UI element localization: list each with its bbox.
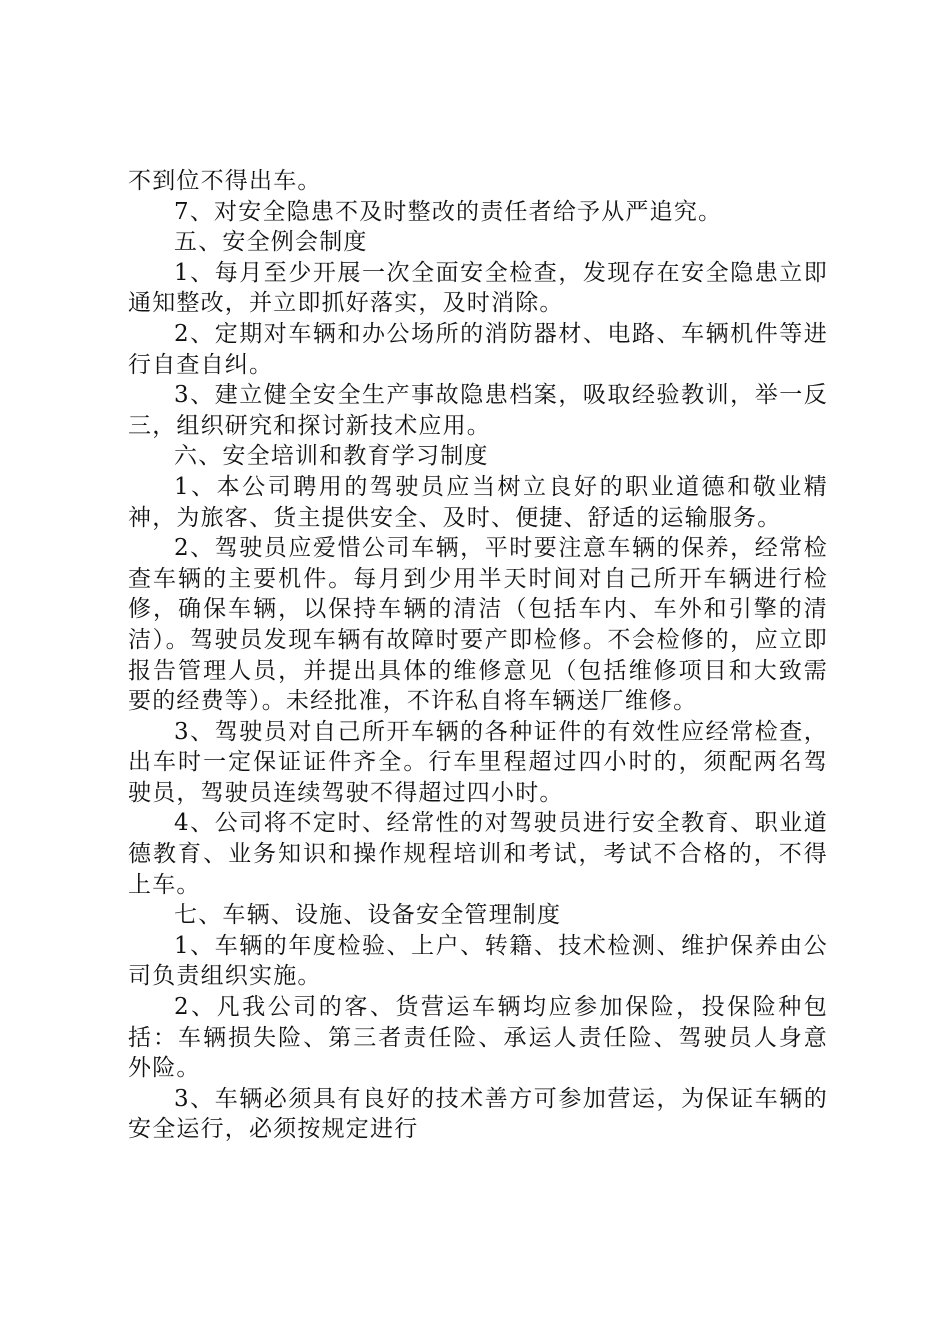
paragraph: 不到位不得出车。 bbox=[128, 168, 322, 194]
paragraph: 2、定期对车辆和办公场所的消防器材、电路、车辆机件等进行自查自纠。 bbox=[128, 320, 828, 378]
paragraph: 1、本公司聘用的驾驶员应当树立良好的职业道德和敬业精神，为旅客、货主提供安全、及时、便捷、舒适的运输服务。 bbox=[128, 473, 828, 531]
paragraph: 3、车辆必须具有良好的技术善方可参加营运，为保证车辆的安全运行，必须按规定进行 bbox=[128, 1085, 828, 1143]
paragraph: 3、驾驶员对自己所开车辆的各种证件的有效性应经常检查，出车时一定保证证件齐全。行车里程超过四小时的，须配两名驾驶员，驾驶员连续驾驶不得超过四小时。 bbox=[128, 718, 828, 806]
section-heading: 六、安全培训和教育学习制度 bbox=[174, 443, 489, 470]
paragraph: 7、对安全隐患不及时整改的责任者给予从严追究。 bbox=[174, 198, 723, 225]
paragraph: 1、车辆的年度检验、上户、转籍、技术检测、维护保养由公司负责组织实施。 bbox=[128, 932, 828, 990]
section-heading: 七、车辆、设施、设备安全管理制度 bbox=[174, 902, 562, 929]
paragraph: 4、公司将不定时、经常性的对驾驶员进行安全教育、职业道德教育、业务知识和操作规程培训和考试，考试不合格的，不得上车。 bbox=[128, 810, 828, 898]
paragraph: 2、凡我公司的客、货营运车辆均应参加保险，投保险种包括：车辆损失险、第三者责任险、承运人责任险、驾驶员人身意外险。 bbox=[128, 994, 828, 1082]
paragraph: 3、建立健全安全生产事故隐患档案，吸取经验教训，举一反三，组织研究和探讨新技术应用。 bbox=[128, 382, 828, 439]
paragraph: 2、驾驶员应爱惜公司车辆，平时要注意车辆的保养，经常检查车辆的主要机件。每月到少用半天时间对自己所开车辆进行检修，确保车辆，以保持车辆的清洁（包括车内、车外和引擎的清洁）。驾驶员发现车辆有故障时要产即检修。不会检修的，应立即报告管理人员，并提出具体的维修意见（包括维修项目和大致需要的经费等）。未经批准，不许私自将车辆送厂维修。 bbox=[128, 535, 828, 715]
document-body bbox=[128, 166, 828, 1145]
section-heading: 五、安全例会制度 bbox=[174, 229, 368, 256]
paragraph: 1、每月至少开展一次全面安全检查，发现存在安全隐患立即通知整改，并立即抓好落实，及时消除。 bbox=[128, 259, 828, 317]
